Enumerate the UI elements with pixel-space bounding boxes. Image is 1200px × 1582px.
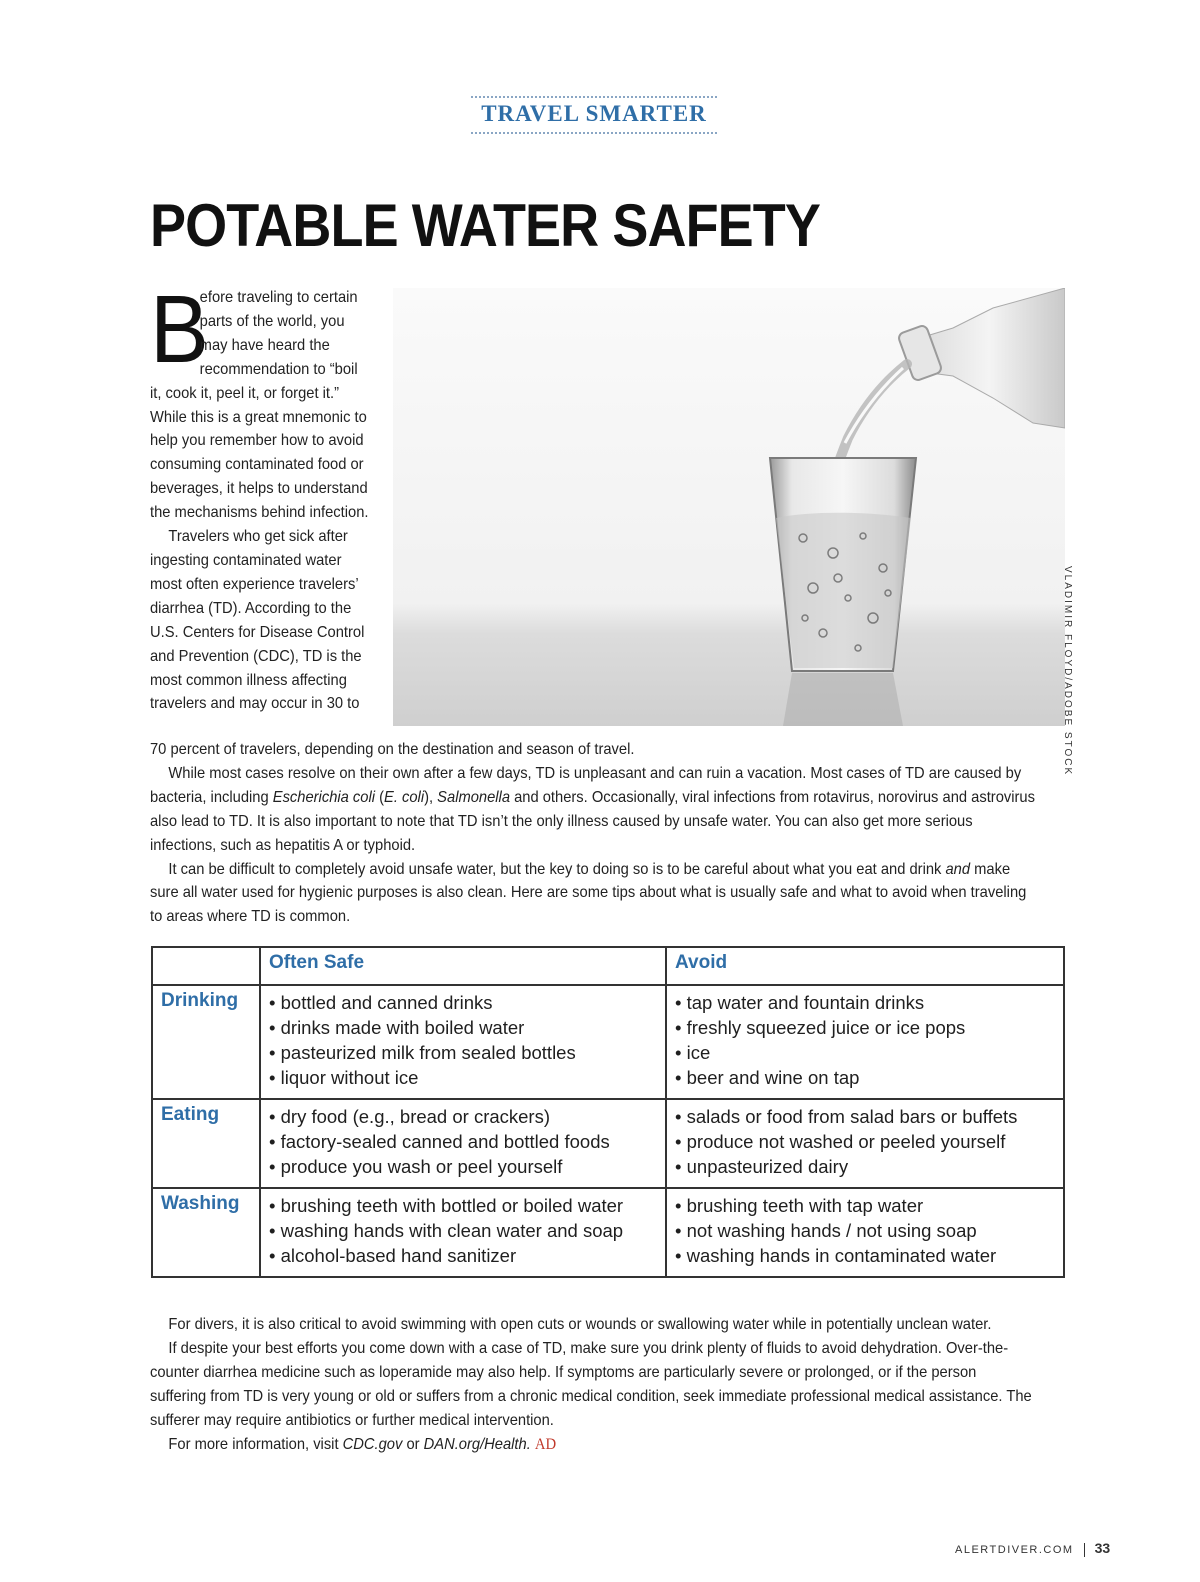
list-item: • brushing teeth with tap water <box>675 1195 924 1216</box>
list-item: • ice <box>675 1042 711 1063</box>
list-item: • dry food (e.g., bread or crackers) <box>269 1106 551 1127</box>
dan-link[interactable]: DAN.org/Health. <box>423 1435 531 1453</box>
photo-credit: VLADIMIR FLOYD/ADOBE STOCK <box>1062 566 1073 777</box>
page-title: POTABLE WATER SAFETY <box>150 192 821 259</box>
list-item: • brushing teeth with bottled or boiled water <box>269 1195 624 1216</box>
intro-line: recommendation to “boil <box>199 360 358 378</box>
list-item: • tap water and fountain drinks <box>675 992 925 1013</box>
intro-line: may have heard the <box>199 336 330 354</box>
list-item: • washing hands with clean water and soap <box>269 1220 624 1241</box>
avoid-cell <box>666 1099 1064 1188</box>
paragraph-treatment: If despite your best efforts you come down with a case of TD, make sure you drink plenty of fluids to avoid dehydration. Over-the-counter diarrhea medicine such as loperamide may also help. If symptoms are particularly severe or prolonged, or if the person suffering from TD is very young or old or suffers from a chronic medical condition, seek immediate professional medical assistance. The sufferer may require antibiotics or further medical intervention. <box>150 1339 1032 1429</box>
intro-paragraph-rest: it, cook it, peel it, or forget it.” While this is a great mnemonic to help you remember how to avoid consuming contaminated food or beverages, it helps to understand the mechanisms behind infection. <box>150 384 369 522</box>
table-header-row <box>152 947 1064 985</box>
water-pour-illustration <box>393 288 1065 726</box>
column-header-often-safe: Often Safe <box>260 947 666 985</box>
page-footer <box>955 1540 1110 1557</box>
closing-text <box>150 1313 1035 1456</box>
paragraph-2-column: Travelers who get sick after ingesting contaminated water most often experience travelers’ diarrhea (TD). According to the U.S. Centers for Disease Control and Prevention (CDC), TD is the most common illness affecting travelers and may occur in 30 to <box>150 528 365 713</box>
intro-line: parts of the world, you <box>199 312 345 330</box>
list-item: • factory-sealed canned and bottled foods <box>269 1131 610 1152</box>
row-label-drinking: Drinking <box>152 985 260 1099</box>
list-item: • drinks made with boiled water <box>269 1017 525 1038</box>
footer-divider <box>1084 1543 1085 1557</box>
list-item: • washing hands in contaminated water <box>675 1245 997 1266</box>
table-row <box>152 1099 1064 1188</box>
safe-cell <box>260 1099 666 1188</box>
list-item: • alcohol-based hand sanitizer <box>269 1245 517 1266</box>
intro-column <box>150 276 373 716</box>
list-item: • produce you wash or peel yourself <box>269 1156 563 1177</box>
page-number: 33 <box>1094 1540 1111 1556</box>
drop-cap: B <box>150 276 209 383</box>
table-corner <box>152 947 260 985</box>
safe-cell <box>260 985 666 1099</box>
list-item: • salads or food from salad bars or buffets <box>675 1106 1018 1127</box>
paragraph-more-info: For more information, visit CDC.gov or DAN.org/Health. AD <box>168 1435 557 1453</box>
list-item: • liquor without ice <box>269 1067 419 1088</box>
list-item: • not washing hands / not using soap <box>675 1220 977 1241</box>
avoid-cell <box>666 985 1064 1099</box>
table-row <box>152 985 1064 1099</box>
list-item: • freshly squeezed juice or ice pops <box>675 1017 966 1038</box>
paragraph-3: While most cases resolve on their own after a few days, TD is unpleasant and can ruin a vacation. Most cases of TD are caused by bacteria, including Escherichia coli (E. coli), Salmonella and others. Occasionally, viral infections from rotavirus, norovirus and astrovirus also lead to TD. It is also important to note that TD isn’t the only illness caused by unsafe water. You can also get more serious infections, such as hepatitis A or typhoid. <box>150 764 1035 854</box>
paragraph-2-end: 70 percent of travelers, depending on the destination and season of travel. <box>150 741 635 758</box>
row-label-washing: Washing <box>152 1188 260 1277</box>
end-mark-logo: AD <box>534 1435 557 1453</box>
cdc-link[interactable]: CDC.gov <box>342 1435 403 1453</box>
section-tag: TRAVEL SMARTER <box>471 96 717 134</box>
footer-site: ALERTDIVER.COM <box>955 1544 1074 1556</box>
table-row <box>152 1188 1064 1277</box>
safe-cell <box>260 1188 666 1277</box>
water-safety-table <box>151 946 1065 1278</box>
column-header-avoid: Avoid <box>666 947 1064 985</box>
list-item: • pasteurized milk from sealed bottles <box>269 1042 576 1063</box>
paragraph-divers: For divers, it is also critical to avoid swimming with open cuts or wounds or swallowing water while in potentially unclean water. <box>168 1316 992 1333</box>
list-item: • beer and wine on tap <box>675 1067 860 1088</box>
list-item: • bottled and canned drinks <box>269 992 493 1013</box>
intro-line: efore traveling to certain <box>199 289 358 306</box>
avoid-cell <box>666 1188 1064 1277</box>
list-item: • unpasteurized dairy <box>675 1156 849 1177</box>
body-text-full <box>150 738 1035 929</box>
paragraph-4: It can be difficult to completely avoid unsafe water, but the key to doing so is to be careful about what you eat and drink and make sure all water used for hygienic purposes is also clean. Here are some tips about what is usually safe and what to avoid when traveling to areas where TD is common. <box>150 860 1027 926</box>
row-label-eating: Eating <box>152 1099 260 1188</box>
water-glass-photo <box>393 288 1065 726</box>
list-item: • produce not washed or peeled yourself <box>675 1131 1006 1152</box>
